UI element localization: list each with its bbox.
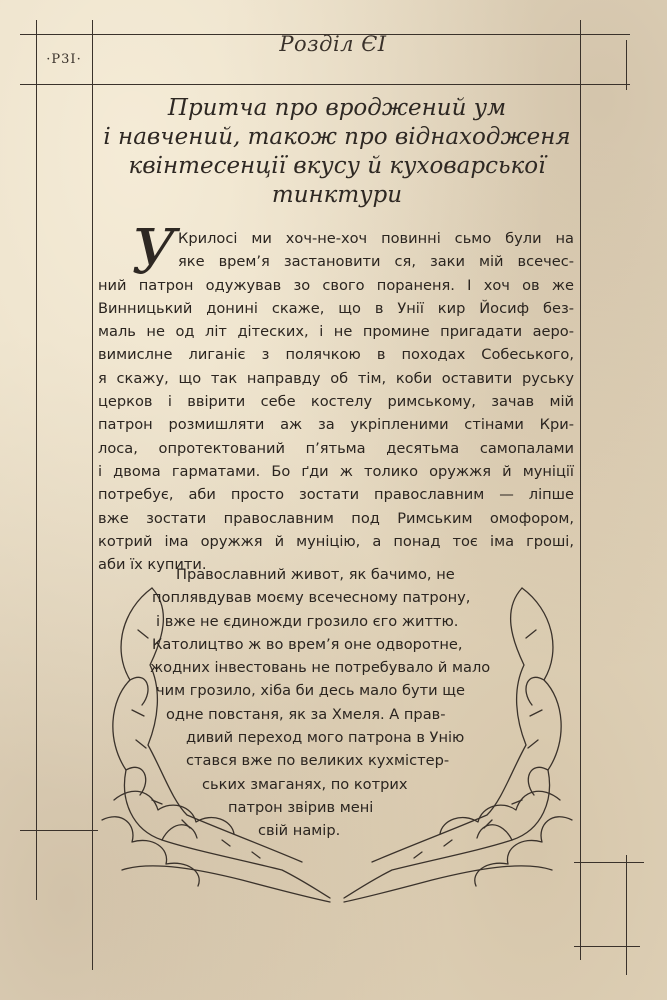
frame-line-left-outer bbox=[36, 20, 37, 900]
drop-cap: У bbox=[131, 215, 177, 288]
text-line: свій намір. bbox=[258, 822, 341, 840]
text-line: котрий іма оружжя й муніцію, а понад тоє іма гроші, bbox=[98, 532, 574, 550]
frame-line-right-outer bbox=[626, 40, 627, 90]
title-line: тинктури bbox=[271, 182, 403, 208]
text-line: патрон звірив мені bbox=[228, 798, 374, 816]
text-line: жодних інвестовань не потребувало й мало bbox=[150, 659, 491, 677]
text-line: чим грозило, хіба би десь мало бути ще bbox=[156, 682, 465, 700]
text-line: церков і ввірити себе костелу римському, зачав мій bbox=[98, 393, 574, 411]
frame-line-top-inner bbox=[20, 84, 630, 85]
text-line: одне повстаня, як за Хмеля. А прав- bbox=[166, 705, 446, 723]
frame-line-right-mid bbox=[574, 862, 644, 863]
text-line: ських змаганях, по котрих bbox=[202, 775, 408, 793]
title-line: Притча про вроджений ум bbox=[167, 95, 507, 121]
text-line: і вже не єдиножди грозило єго життю. bbox=[156, 612, 459, 630]
section-title bbox=[100, 94, 574, 210]
text-line: потребує, аби просто зостати православним — ліпше bbox=[98, 486, 574, 504]
text-line: ний патрон одужував зо свого пораненя. І хоч ов же bbox=[98, 276, 574, 294]
text-line: патрон розмишляти аж за укріпленими стінами Кри- bbox=[98, 416, 574, 434]
title-line: і навчений, також про віднаходженя bbox=[103, 124, 571, 150]
text-line: вже зостати православним под Римським омофором, bbox=[98, 509, 574, 527]
text-line: Крилосі ми хоч-не-хоч повинні сьмо були на bbox=[178, 230, 574, 247]
frame-line-right-bottom bbox=[626, 855, 627, 975]
paragraph-2 bbox=[98, 563, 574, 843]
frame-line-left-mid bbox=[20, 830, 98, 831]
text-line: Православний живот, як бачимо, не bbox=[176, 566, 455, 583]
text-line: лоса, опротектований п’ятьма десятьма самопалами bbox=[98, 439, 574, 457]
text-line: стався вже по великих кухмістер- bbox=[186, 752, 450, 770]
text-line: аби їх купити. bbox=[98, 556, 207, 574]
text-line: дивий переход мого патрона в Унію bbox=[186, 729, 465, 747]
text-line: і двома гарматами. Бо ґди ж толико оружжя й муніції bbox=[98, 462, 574, 480]
page-number: ·Р3І· bbox=[46, 52, 82, 67]
text-line: Винницький донині скаже, що в Унії кир Йосиф без- bbox=[98, 299, 574, 317]
text-line: яке врем’я застановити ся, заки мій всечес- bbox=[178, 253, 574, 271]
paragraph-1 bbox=[98, 227, 574, 576]
chapter-heading: Розділ ЄІ bbox=[279, 32, 387, 56]
text-line: маль не од літ дітеских, і не промине пригадати аеро- bbox=[98, 323, 574, 341]
text-line: Католицтво ж во врем’я оне одворотне, bbox=[152, 635, 463, 653]
text-line: вимислне лиганіє з полячкою в походах Собеського, bbox=[98, 346, 574, 364]
title-line: квінтесенції вкусу й куховарської bbox=[128, 153, 546, 179]
text-line: поплявдував моєму всечесному патрону, bbox=[152, 589, 471, 607]
text-line: я скажу, що так направду об тім, коби оставити руську bbox=[98, 369, 574, 387]
frame-line-right-bottom2 bbox=[574, 946, 640, 947]
